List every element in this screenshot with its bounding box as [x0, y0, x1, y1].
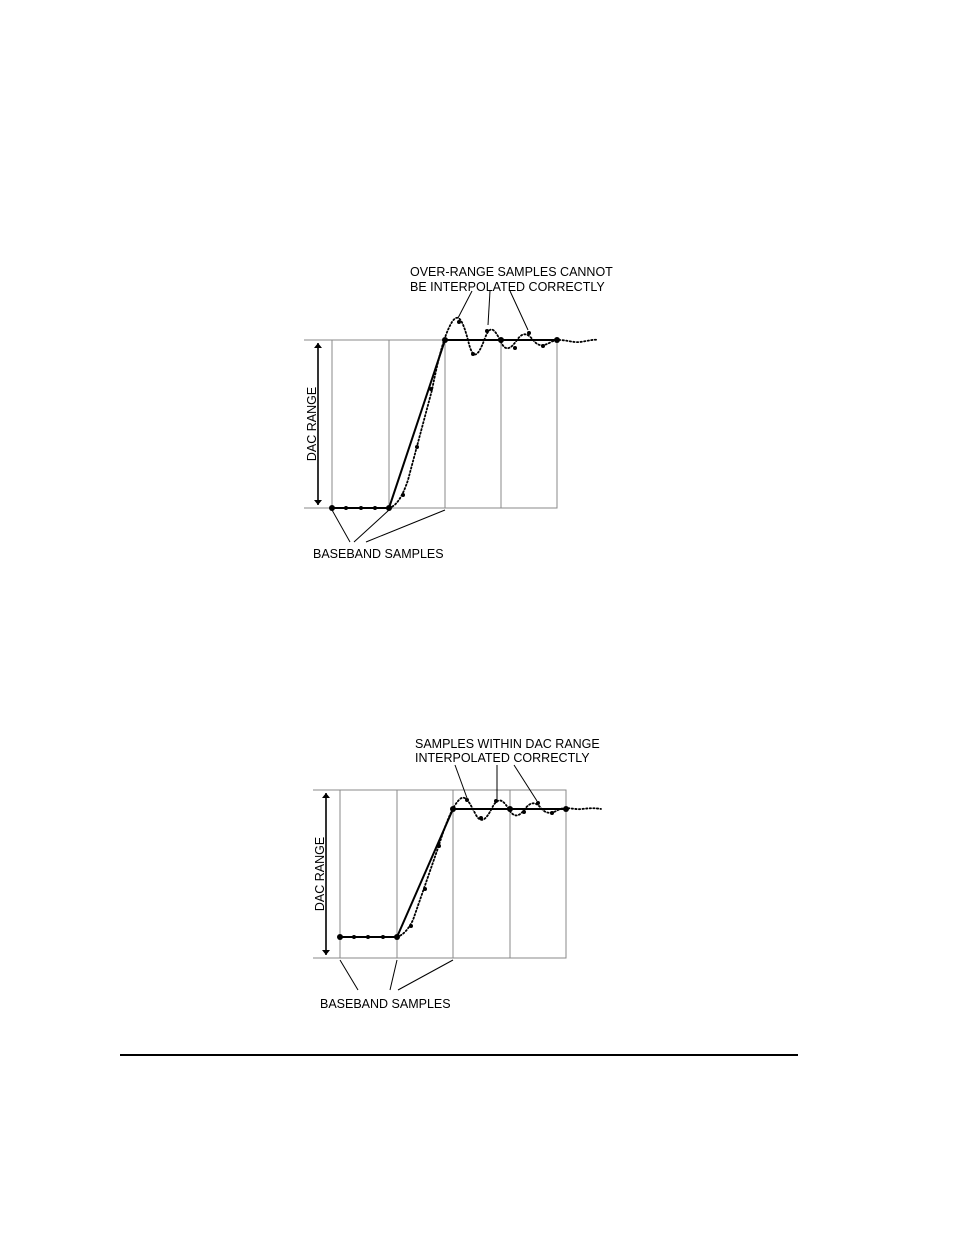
interp-point	[423, 887, 427, 891]
interp-point	[513, 346, 517, 350]
interp-point	[550, 811, 554, 815]
interp-point	[457, 320, 461, 324]
baseband-leaders	[340, 960, 453, 990]
leader-line	[354, 510, 389, 542]
dac-range-grid	[313, 790, 566, 958]
annotation-leaders	[458, 291, 528, 330]
figure-within-range	[313, 737, 601, 1011]
leader-line	[332, 510, 350, 542]
interp-point	[471, 352, 475, 356]
interp-point	[541, 344, 545, 348]
interp-point	[352, 935, 356, 939]
interp-point	[465, 798, 469, 802]
leader-line	[488, 291, 490, 325]
leader-line	[390, 960, 397, 990]
interp-point	[527, 331, 531, 335]
dac-range-label: DAC RANGE	[305, 386, 319, 462]
footer-rule	[120, 1054, 798, 1056]
sample-point	[498, 337, 504, 343]
figure-over-range	[304, 265, 613, 561]
interp-point	[366, 935, 370, 939]
sample-point	[394, 934, 400, 940]
interp-point	[437, 844, 441, 848]
leader-line	[514, 765, 537, 801]
interp-point	[485, 329, 489, 333]
interp-point	[536, 801, 540, 805]
interp-point	[429, 387, 433, 391]
leader-line	[458, 291, 472, 318]
annotation-line-1: OVER-RANGE SAMPLES CANNOT	[410, 265, 613, 279]
baseband-leaders	[332, 510, 445, 542]
interp-point	[359, 506, 363, 510]
leader-line	[366, 510, 445, 542]
sample-point	[450, 806, 456, 812]
interp-point	[522, 810, 526, 814]
interp-point	[344, 506, 348, 510]
sample-point	[554, 337, 560, 343]
annotation-line-2: INTERPOLATED CORRECTLY	[415, 751, 590, 765]
leader-line	[510, 291, 528, 330]
interp-point	[401, 493, 405, 497]
baseband-samples-label: BASEBAND SAMPLES	[313, 547, 444, 561]
interp-point	[381, 935, 385, 939]
interp-point	[373, 506, 377, 510]
annotation-line-2: BE INTERPOLATED CORRECTLY	[410, 280, 605, 294]
leader-line	[340, 960, 358, 990]
annotation-leaders	[455, 765, 537, 801]
sample-point	[507, 806, 513, 812]
interp-point	[409, 924, 413, 928]
annotation-line-1: SAMPLES WITHIN DAC RANGE	[415, 737, 600, 751]
sample-point	[563, 806, 569, 812]
dac-range-grid	[304, 340, 557, 508]
leader-line	[455, 765, 467, 798]
baseband-samples-label: BASEBAND SAMPLES	[320, 997, 451, 1011]
sample-point	[337, 934, 343, 940]
sample-point	[442, 337, 448, 343]
interp-point	[415, 445, 419, 449]
dac-range-label: DAC RANGE	[313, 836, 327, 912]
leader-line	[398, 960, 453, 990]
interp-point	[479, 816, 483, 820]
